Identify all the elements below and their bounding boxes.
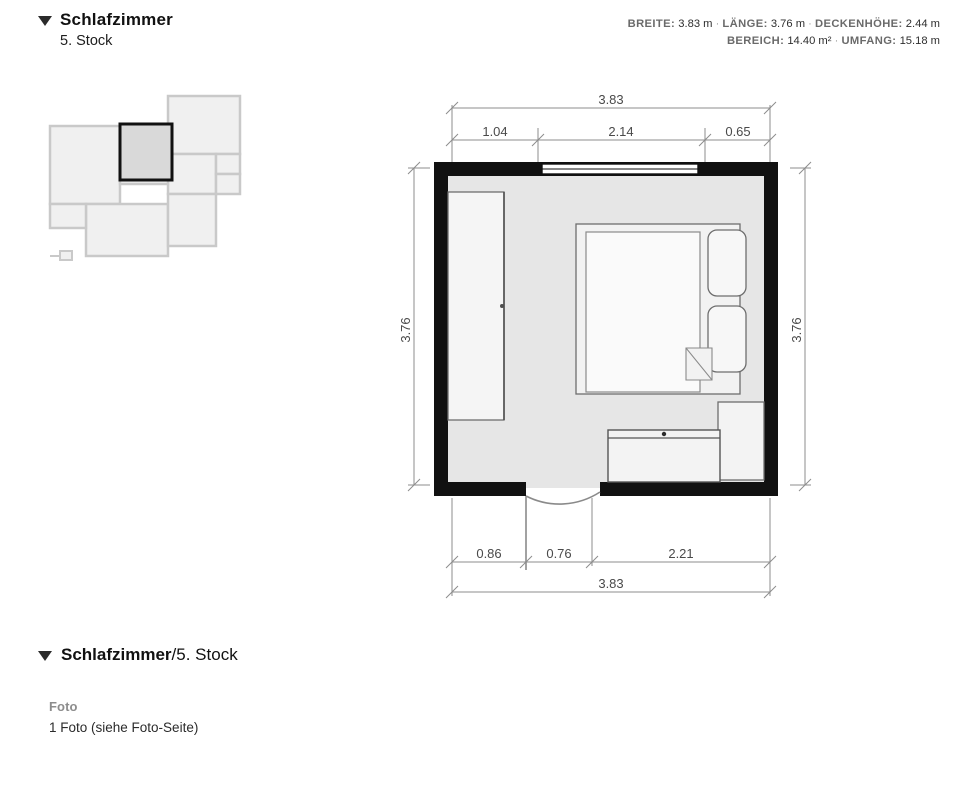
stat-value-laenge: 3.76 m: [770, 18, 806, 30]
furniture-wardrobe: [448, 192, 504, 420]
page-header: [38, 10, 173, 49]
minimap-overview[interactable]: [40, 88, 255, 278]
dim-bottom-seg-1: 0.86: [476, 546, 502, 561]
minimap-svg: [40, 88, 255, 278]
room-title-row[interactable]: [38, 10, 173, 30]
footer-floor: 5. Stock: [176, 645, 238, 664]
dim-top-seg-3: 0.65: [725, 124, 751, 139]
photo-section-label: Foto: [49, 699, 78, 714]
window-top: [542, 164, 698, 174]
stat-separator: ·: [715, 18, 720, 30]
dim-right-height: 3.76: [789, 317, 804, 343]
furniture-bed: [576, 224, 746, 394]
photo-count-text: 1 Foto (siehe Foto-Seite): [49, 720, 199, 735]
minimap-door-stub: [50, 251, 72, 260]
stat-label-laenge: LÄNGE:: [722, 18, 768, 30]
footer-title-row[interactable]: [38, 645, 638, 665]
dim-top-total: 3.83: [598, 92, 624, 107]
footer-section: [38, 645, 638, 735]
stat-label-bereich: BEREICH:: [726, 35, 785, 47]
room-stats-line-2: [628, 33, 940, 50]
room-stats: [628, 16, 940, 50]
stat-value-umfang: 15.18 m: [899, 35, 940, 47]
minimap-current-room: [120, 124, 172, 180]
stat-separator: ·: [808, 18, 812, 30]
dim-bottom-seg-3: 2.21: [668, 546, 694, 561]
footer-room-name: Schlafzimmer: [61, 645, 172, 664]
dim-left-height: 3.76: [398, 317, 413, 343]
stat-label-umfang: UMFANG:: [841, 35, 897, 47]
stat-label-breite: BREITE:: [627, 18, 676, 30]
triangle-collapse-icon[interactable]: [38, 16, 52, 26]
dim-bottom-seg-2: 0.76: [546, 546, 572, 561]
page-title: Schlafzimmer: [60, 10, 173, 29]
stat-value-bereich: 14.40 m²: [787, 35, 832, 47]
stat-label-deckenhoehe: DECKENHÖHE:: [814, 18, 903, 30]
stat-separator: ·: [834, 35, 839, 47]
stat-value-breite: 3.83 m: [678, 18, 713, 30]
floorplan-svg: [390, 80, 830, 620]
dim-top-seg-2: 2.14: [608, 124, 634, 139]
dim-top-seg-1: 1.04: [482, 124, 508, 139]
floor-label: 5. Stock: [60, 33, 113, 49]
room-stats-line-1: [628, 16, 940, 33]
dim-bottom-total: 3.83: [598, 576, 624, 591]
floorplan-drawing[interactable]: [390, 80, 830, 620]
stat-value-deckenhoehe: 2.44 m: [905, 18, 940, 30]
triangle-collapse-icon[interactable]: [38, 651, 52, 661]
furniture-dresser: [608, 430, 720, 482]
furniture-side-unit: [718, 402, 764, 480]
footer-separator: /: [171, 645, 177, 664]
footer-title: [61, 645, 238, 665]
